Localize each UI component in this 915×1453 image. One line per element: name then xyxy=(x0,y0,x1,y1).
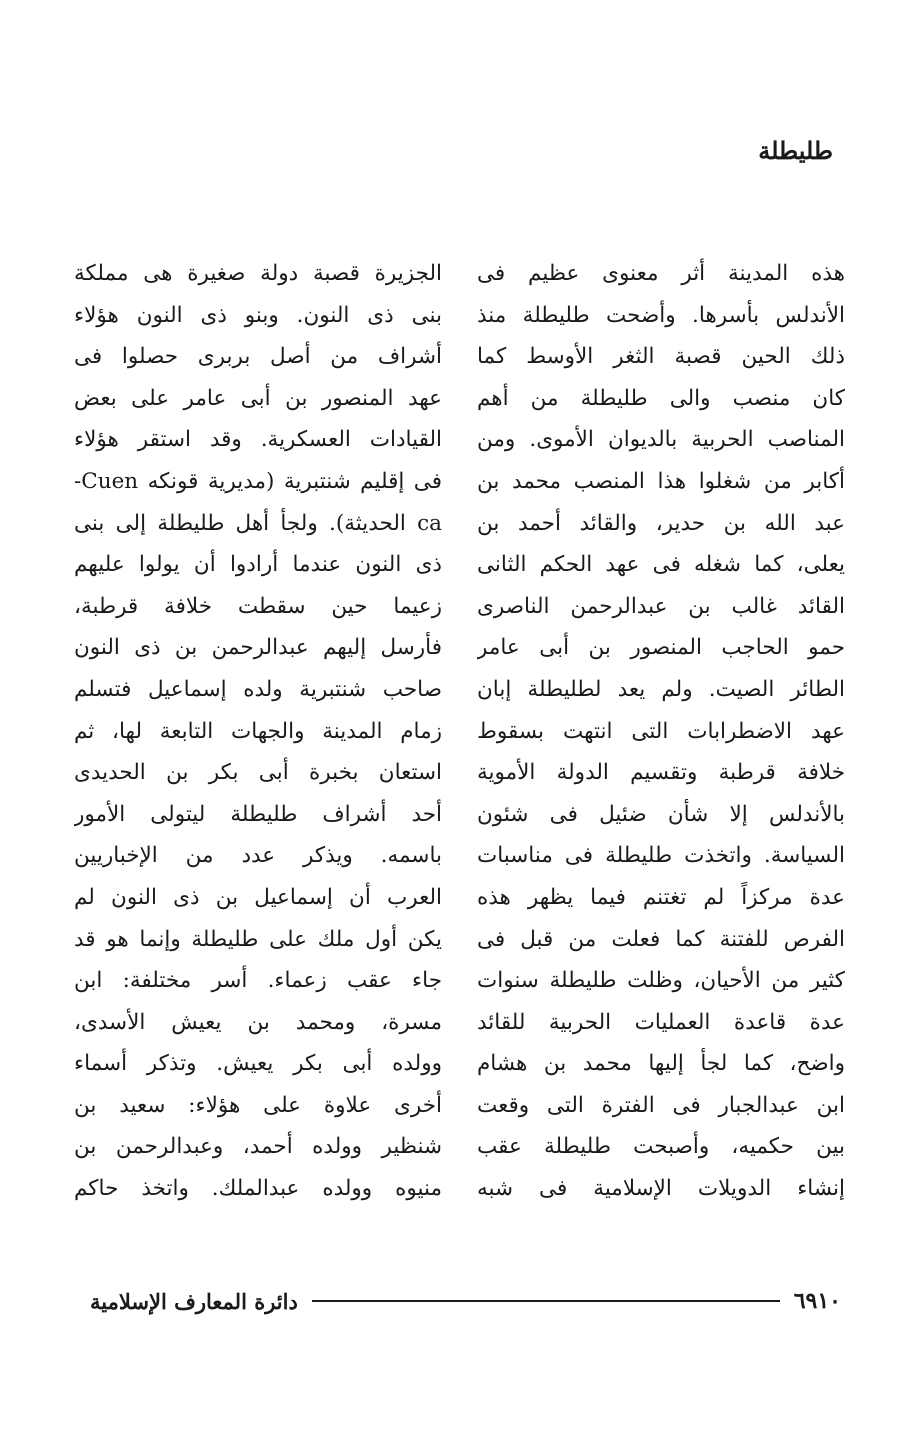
page-title: طليطلة xyxy=(758,136,833,165)
text-line: بالأندلس إلا شأن ضئيل فى شئون xyxy=(477,801,845,827)
text-line: باسمه. ويذكر عدد من الإخباريين xyxy=(74,843,442,869)
text-line: ذى النون عندما أرادوا أن يولوا عليهم xyxy=(74,552,442,578)
text-line: خلافة قرطبة وتقسيم الدولة الأموية xyxy=(477,760,845,786)
text-line: أخرى علاوة على هؤلاء: سعيد بن xyxy=(74,1092,442,1118)
text-line: العرب أن إسماعيل بن ذى النون لم xyxy=(74,884,442,910)
text-line: حمو الحاجب المنصور بن أبى عامر xyxy=(477,635,845,661)
text-line: يعلى، كما شغله فى عهد الحكم الثانى xyxy=(477,552,845,578)
text-line: شنظير وولده أحمد، وعبدالرحمن بن xyxy=(74,1134,442,1160)
text-line: زعيما حين سقطت خلافة قرطبة، xyxy=(74,593,442,619)
text-line: جاء عقب زعماء. أسر مختلفة: ابن xyxy=(74,968,442,994)
text-line: واضح، كما لجأ إليها محمد بن هشام xyxy=(477,1051,845,1077)
text-line: أكابر من شغلوا هذا المنصب محمد بن xyxy=(477,468,845,494)
text-line: المناصب الحربية بالديوان الأموى. ومن xyxy=(477,427,845,453)
publication-title: دائرة المعارف الإسلامية xyxy=(90,1288,298,1314)
text-line: عدة مركزاً لم تغتنم فيما يظهر هذه xyxy=(477,884,845,910)
left-text-column xyxy=(74,253,442,1210)
text-line: بين حكميه، وأصبحت طليطلة عقب xyxy=(477,1134,845,1160)
text-line: كثير من الأحيان، وظلت طليطلة سنوات xyxy=(477,968,845,994)
text-line: الطائر الصيت. ولم يعد لطليطلة إبان xyxy=(477,676,845,702)
text-line: عبد الله بن حدير، والقائد أحمد بن xyxy=(477,510,845,536)
text-line: كان منصب والى طليطلة من أهم xyxy=(477,385,845,411)
text-line: زمام المدينة والجهات التابعة لها، ثم xyxy=(74,718,442,744)
text-line: عهد الاضطرابات التى انتهت بسقوط xyxy=(477,718,845,744)
text-line: فى إقليم شنتبرية (مديرية قونكه Cuen- xyxy=(74,468,442,494)
text-line: أحد أشراف طليطلة ليتولى الأمور xyxy=(74,801,442,827)
text-line: منيوه وولده عبدالملك. واتخذ حاكم xyxy=(74,1176,442,1202)
text-line: وولده أبى بكر يعيش. وتذكر أسماء xyxy=(74,1051,442,1077)
text-line: القيادات العسكرية. وقد استقر هؤلاء xyxy=(74,427,442,453)
text-line: عهد المنصور بن أبى عامر على بعض xyxy=(74,385,442,411)
text-line: الفرص للفتنة كما فعلت من قبل فى xyxy=(477,926,845,952)
page-footer xyxy=(90,1286,841,1316)
text-line: يكن أول ملك على طليطلة وإنما هو قد xyxy=(74,926,442,952)
text-line: فأرسل إليهم عبدالرحمن بن ذى النون xyxy=(74,635,442,661)
text-line: عدة قاعدة العمليات الحربية للقائد xyxy=(477,1009,845,1035)
right-text-column xyxy=(477,253,845,1210)
text-line: أشراف من أصل بربرى حصلوا فى xyxy=(74,344,442,370)
text-line: مسرة، ومحمد بن يعيش الأسدى، xyxy=(74,1009,442,1035)
footer-divider xyxy=(312,1300,780,1302)
page-number: ٦٩١٠ xyxy=(793,1288,841,1314)
text-line: القائد غالب بن عبدالرحمن الناصرى xyxy=(477,593,845,619)
text-line: بنى ذى النون. وبنو ذى النون هؤلاء xyxy=(74,302,442,328)
text-line: ca الحديثة). ولجأ أهل طليطلة إلى بنى xyxy=(74,510,442,536)
text-line: الجزيرة قصبة دولة صغيرة هى مملكة xyxy=(74,261,442,286)
text-line: السياسة. واتخذت طليطلة فى مناسبات xyxy=(477,843,845,869)
text-line: صاحب شنتبرية ولده إسماعيل فتسلم xyxy=(74,676,442,702)
text-line: الأندلس بأسرها. وأضحت طليطلة منذ xyxy=(477,302,845,328)
text-line: ابن عبدالجبار فى الفترة التى وقعت xyxy=(477,1092,845,1118)
text-line: استعان بخبرة أبى بكر بن الحديدى xyxy=(74,760,442,786)
text-line: إنشاء الدويلات الإسلامية فى شبه xyxy=(477,1176,845,1202)
text-line: هذه المدينة أثر معنوى عظيم فى xyxy=(477,261,845,286)
text-line: ذلك الحين قصبة الثغر الأوسط كما xyxy=(477,344,845,370)
